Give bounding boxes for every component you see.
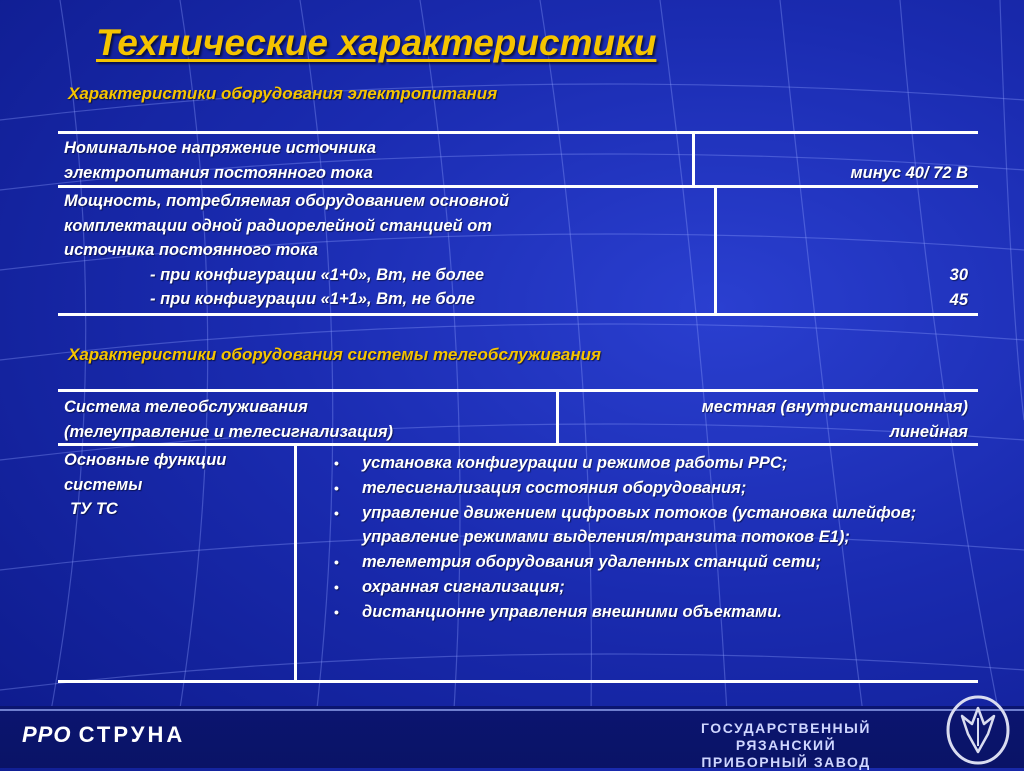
tele-row2-label-line2: системы (64, 475, 143, 494)
tele-row1-label (64, 395, 393, 444)
power-config2-label: - при конфигурации «1+1», Вт, не боле (150, 290, 475, 308)
logo-name: СТРУНА (78, 722, 186, 747)
tele-row2-label-line1: Основные функции (64, 451, 227, 469)
tele-row2-label-line3: ТУ ТС (70, 500, 118, 518)
plant-emblem-icon (942, 694, 1014, 766)
plant-name-line1: ГОСУДАРСТВЕННЫЙ РЯЗАНСКИЙ (701, 720, 871, 753)
power-row1-divider (692, 133, 695, 185)
function-item-5: • охранная сигнализация; (330, 575, 972, 600)
function-item-2: • телесигнализация состояния оборудования; (330, 476, 972, 501)
power-config1-label: - при конфигурации «1+0», Вт, не более (150, 265, 485, 284)
tele-row1-label-line1: Система телеобслуживания (64, 398, 308, 416)
tele-row1-divider (556, 391, 559, 444)
power-config2-value: 45 (949, 290, 968, 309)
tele-row1-value (566, 395, 968, 444)
power-row2-divider (714, 187, 717, 314)
tele-row2-divider (294, 445, 297, 681)
function-item-6: • дистанционне управления внешними объектами. (330, 600, 972, 625)
power-row2-label (64, 189, 509, 312)
power-row2-values (720, 263, 968, 312)
tele-row1-value-line1: местная (внутристанционная) (701, 398, 968, 416)
tele-row1-label-line2: (телеуправление и телесигнализация) (64, 422, 394, 441)
power-row1-label-line1: Номинальное напряжение источника (64, 139, 377, 157)
functions-list (330, 451, 972, 625)
logo-prefix: РРО (22, 722, 72, 747)
plant-name-line2: ПРИБОРНЫЙ ЗАВОД (701, 754, 871, 770)
power-row1-label-line2: электропитания постоянного тока (64, 163, 373, 182)
plant-name (650, 720, 922, 771)
power-config1-value: 30 (949, 266, 968, 284)
power-section-title: Характеристики оборудования электропитания (68, 84, 498, 103)
tele-row-separator (58, 443, 978, 446)
footer-rule (0, 709, 1024, 711)
power-row1-value: минус 40/ 72 В (850, 164, 968, 182)
tele-table-bottom-rule (58, 680, 978, 683)
company-logo (22, 722, 185, 748)
telemaintenance-section-title: Характеристики оборудования системы телеобслуживания (68, 345, 601, 364)
power-row2-label-line2: комплектации одной радиорелейной станцией от (64, 216, 492, 235)
power-row-separator (58, 185, 978, 188)
power-row2-label-line3: источника постоянного тока (64, 241, 318, 259)
power-row2-label-line1: Мощность, потребляемая оборудованием основной (64, 192, 510, 210)
tele-row1-value-line2: линейная (889, 422, 968, 441)
tele-table-top-rule (58, 389, 978, 392)
power-row1-label (64, 136, 376, 185)
function-item-4: • телеметрия оборудования удаленных станций сети; (330, 550, 972, 575)
function-item-3: • управление движением цифровых потоков (установка шлейфов; управление режимами выделения/транзита потоков Е1); (330, 501, 972, 551)
tele-row2-label (64, 448, 226, 522)
power-table-top-rule (58, 131, 978, 134)
function-item-1: • установка конфигурации и режимов работы РРС; (330, 451, 972, 476)
power-table-bottom-rule (58, 313, 978, 316)
page-title: Технические характеристики (96, 22, 657, 63)
